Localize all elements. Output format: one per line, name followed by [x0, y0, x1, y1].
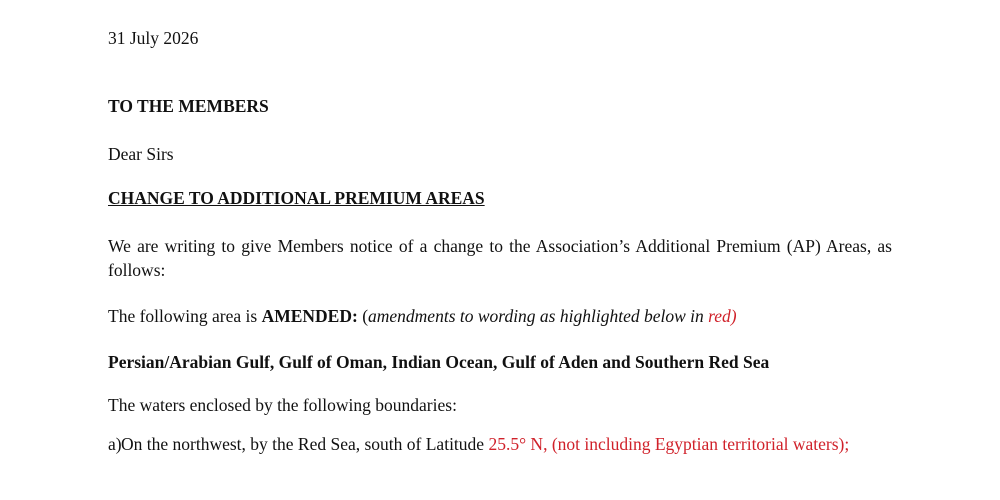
amended-note: amendments to wording as highlighted below in — [368, 306, 709, 326]
item-latitude: 25.5° N, — [488, 434, 548, 454]
item-label: a) — [108, 434, 122, 454]
amended-prefix: The following area is — [108, 306, 262, 326]
amended-note-red: red) — [708, 306, 737, 326]
cropped-header-text — [108, 0, 378, 4]
boundary-item-a — [108, 432, 892, 456]
salutation: Dear Sirs — [108, 144, 174, 164]
waters-intro: The waters enclosed by the following boundaries: — [108, 395, 457, 415]
addressee: TO THE MEMBERS — [108, 96, 269, 116]
cropped-next-line — [108, 494, 558, 500]
intro-paragraph: We are writing to give Members notice of a change to the Association’s Additional Premium (AP) Areas, as follows: — [108, 236, 892, 280]
area-title: Persian/Arabian Gulf, Gulf of Oman, Indian Ocean, Gulf of Aden and Southern Red Sea — [108, 352, 770, 372]
amended-note-open: ( — [357, 306, 369, 326]
amended-keyword: AMENDED: — [261, 306, 358, 326]
letter-heading: CHANGE TO ADDITIONAL PREMIUM AREAS — [108, 188, 485, 208]
item-red-note: (not including Egyptian territorial waters); — [547, 434, 850, 454]
letter-date: 31 July 2026 — [108, 28, 199, 48]
amended-notice — [108, 305, 737, 327]
item-text — [121, 432, 892, 456]
item-text-start: On the northwest, by the Red Sea, south of Latitude — [121, 434, 489, 454]
